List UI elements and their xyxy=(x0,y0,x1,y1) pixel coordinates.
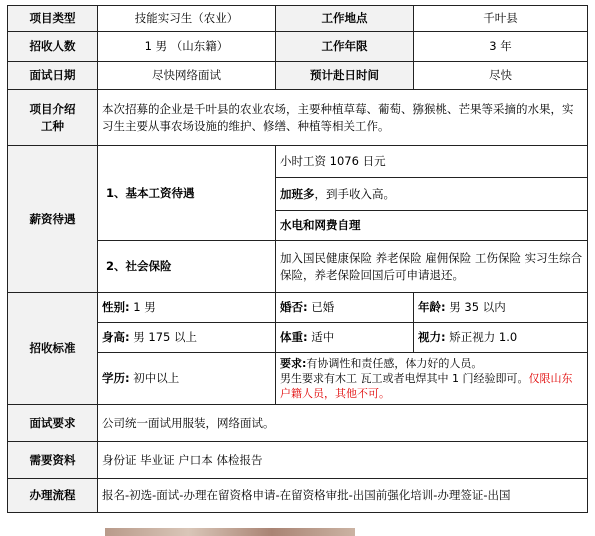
row-project-type xyxy=(8,6,588,32)
label-project-type: 项目类型 xyxy=(8,6,98,32)
label-basic-salary: 1、基本工资待遇 xyxy=(98,146,276,241)
height-label: 身高: xyxy=(102,330,130,344)
requirements-line2: 男生要求有木工 瓦工或者电焊其中 1 门经验即可。 xyxy=(280,372,529,385)
cell-vision xyxy=(414,323,588,353)
cell-education xyxy=(98,353,276,405)
value-interview-date: 尽快网络面试 xyxy=(98,62,276,90)
value-documents: 身份证 毕业证 户口本 体检报告 xyxy=(98,442,588,479)
gender-value: 1 男 xyxy=(133,300,156,314)
label-departure-time: 预计赴日时间 xyxy=(276,62,414,90)
overtime-bold-text: 加班多 xyxy=(280,186,315,201)
row-salary-hourly xyxy=(8,146,588,178)
cell-marital xyxy=(276,293,414,323)
value-overtime xyxy=(276,178,588,211)
value-intro: 本次招募的企业是千叶县的农业农场，主要种植草莓、葡萄、猕猴桃、芒果等采摘的水果，实习生主要从事农场设施的维护、修缮、种植等相关工作。 xyxy=(98,90,588,146)
requirements-line1: 有协调性和责任感，体力好的人员。 xyxy=(306,357,483,370)
cell-weight xyxy=(276,323,414,353)
value-work-years: 3 年 xyxy=(414,32,588,62)
requirements-restriction: 仅限山东户籍人员，其他不可。 xyxy=(280,372,573,400)
age-label: 年龄: xyxy=(418,300,446,314)
gender-label: 性别: xyxy=(102,300,130,314)
row-interview-req xyxy=(8,405,588,442)
label-work-location: 工作地点 xyxy=(276,6,414,32)
value-project-type: 技能实习生（农业） xyxy=(98,6,276,32)
value-work-location: 千叶县 xyxy=(414,6,588,32)
cropped-photo-strip xyxy=(105,528,355,536)
value-headcount: 1 男 （山东籍） xyxy=(98,32,276,62)
value-hourly-wage: 小时工资 1076 日元 xyxy=(276,146,588,178)
height-value: 男 175 以上 xyxy=(133,330,198,344)
requirements-label: 要求: xyxy=(280,357,307,370)
value-utilities: 水电和网费自理 xyxy=(276,211,588,241)
vision-label: 视力: xyxy=(418,330,446,344)
label-interview-date: 面试日期 xyxy=(8,62,98,90)
overtime-rest-text: ，到手收入高。 xyxy=(314,186,395,201)
row-intro xyxy=(8,90,588,146)
cell-age xyxy=(414,293,588,323)
label-salary: 薪资待遇 xyxy=(8,146,98,293)
cell-gender xyxy=(98,293,276,323)
row-interview-date xyxy=(8,62,588,90)
value-interview-req: 公司统一面试用服装，网络面试。 xyxy=(98,405,588,442)
label-work-years: 工作年限 xyxy=(276,32,414,62)
value-process: 报名-初选-面试-办理在留资格申请-在留资格审批-出国前强化培训-办理签证-出国 xyxy=(98,479,588,513)
cell-height xyxy=(98,323,276,353)
row-headcount xyxy=(8,32,588,62)
education-label: 学历: xyxy=(102,371,130,385)
marital-value: 已婚 xyxy=(311,300,335,314)
row-documents xyxy=(8,442,588,479)
age-value: 男 35 以内 xyxy=(449,300,506,314)
label-insurance: 2、社会保险 xyxy=(98,241,276,293)
label-interview-req: 面试要求 xyxy=(8,405,98,442)
value-departure-time: 尽快 xyxy=(414,62,588,90)
label-headcount: 招收人数 xyxy=(8,32,98,62)
weight-label: 体重: xyxy=(280,330,308,344)
vision-value: 矫正视力 1.0 xyxy=(449,330,518,344)
label-process: 办理流程 xyxy=(8,479,98,513)
education-value: 初中以上 xyxy=(133,371,180,385)
label-documents: 需要资料 xyxy=(8,442,98,479)
marital-label: 婚否: xyxy=(280,300,308,314)
value-insurance: 加入国民健康保险 养老保险 雇佣保险 工伤保险 实习生综合保险，养老保险回国后可申请退还。 xyxy=(276,241,588,293)
label-intro: 项目介绍 工种 xyxy=(8,90,98,146)
row-process xyxy=(8,479,588,513)
cell-requirements xyxy=(276,353,588,405)
label-criteria: 招收标准 xyxy=(8,293,98,405)
row-criteria-1 xyxy=(8,293,588,323)
weight-value: 适中 xyxy=(311,330,335,344)
job-info-table xyxy=(7,5,588,513)
